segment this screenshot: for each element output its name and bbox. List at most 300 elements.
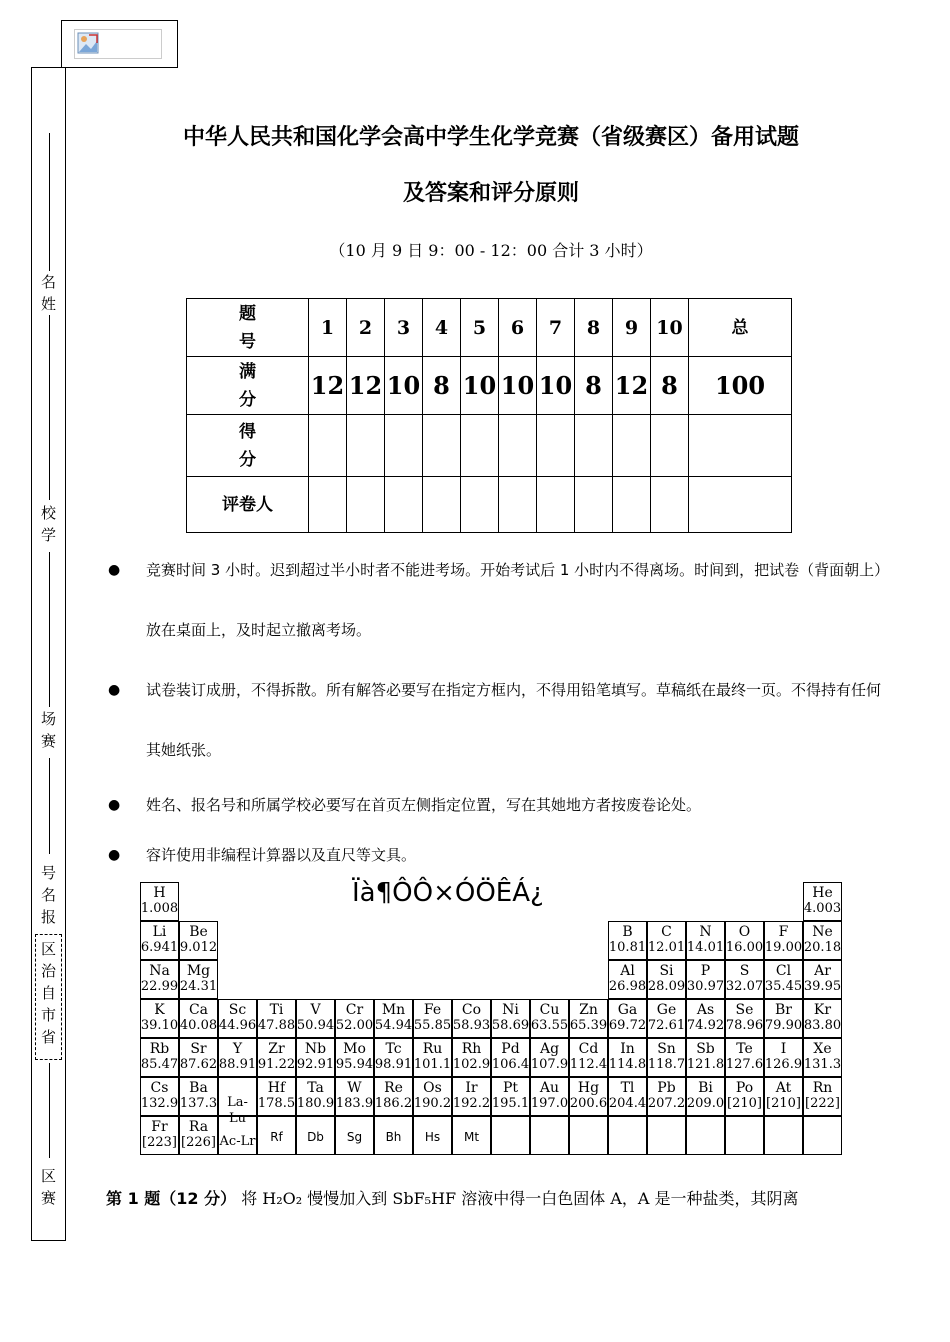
grader-cell[interactable] (385, 477, 423, 533)
element-symbol: H (153, 885, 166, 901)
score-cell[interactable] (499, 415, 537, 477)
atomic-mass: 121.8 (686, 1057, 725, 1072)
element-symbol: Ar (814, 963, 831, 979)
atomic-mass: 39.95 (803, 979, 842, 994)
atomic-mass: 131.3 (803, 1057, 842, 1072)
element-cell-cu (530, 999, 569, 1038)
element-symbol: Rh (461, 1041, 482, 1057)
element-cell-db (296, 1116, 335, 1155)
atomic-mass: 14.01 (686, 940, 725, 955)
element-symbol: At (775, 1080, 792, 1096)
element-symbol: C (661, 924, 672, 940)
element-cell-he (803, 882, 842, 921)
element-cell-ga (608, 999, 647, 1038)
atomic-mass: 22.99 (140, 979, 179, 994)
rule-text: 试卷装订成册，不得拆散。所有解答必要写在指定方框内，不得用铅笔填写。草稿纸在最终一页。不得持有任何其她纸张。 (146, 681, 882, 759)
atomic-mass: 102.9 (452, 1057, 491, 1072)
question-number: 10 (651, 299, 689, 357)
atomic-mass: 200.6 (569, 1096, 608, 1111)
margin-line (49, 758, 50, 854)
full-mark: 12 (613, 357, 651, 415)
element-symbol: Fe (423, 1002, 442, 1018)
element-symbol: B (622, 924, 633, 940)
element-cell-p (686, 960, 725, 999)
element-symbol: Si (659, 963, 674, 979)
element-cell-sb (686, 1038, 725, 1077)
element-cell-empty (803, 1116, 842, 1155)
atomic-mass: 190.2 (413, 1096, 452, 1111)
element-cell-kr (803, 999, 842, 1038)
element-cell-c (647, 921, 686, 960)
atomic-mass: 126.9 (764, 1057, 803, 1072)
atomic-mass: 183.9 (335, 1096, 374, 1111)
row-label-full-marks: 满 分 (187, 357, 309, 415)
element-symbol: Ta (307, 1080, 324, 1096)
element-symbol: S (739, 963, 750, 979)
atomic-mass: 10.81 (608, 940, 647, 955)
atomic-mass: 28.09 (647, 979, 686, 994)
grader-cell[interactable] (689, 477, 792, 533)
element-cell-te (725, 1038, 764, 1077)
element-symbol: Ca (188, 1002, 209, 1018)
element-cell-fr (140, 1116, 179, 1155)
atomic-mass: 178.5 (257, 1096, 296, 1111)
element-symbol: Ra (188, 1119, 209, 1135)
atomic-mass: 106.4 (491, 1057, 530, 1072)
atomic-mass: 137.3 (179, 1096, 218, 1111)
label-venue: 场 赛 (32, 708, 65, 752)
element-symbol: Y (232, 1041, 243, 1057)
element-cell-k (140, 999, 179, 1038)
element-symbol: Ac-Lr (219, 1134, 256, 1149)
element-cell-empty (530, 1116, 569, 1155)
page-title-line2: 及答案和评分原则 (402, 181, 579, 206)
atomic-mass: 40.08 (179, 1018, 218, 1033)
atomic-mass: 78.96 (725, 1018, 764, 1033)
grader-cell[interactable] (423, 477, 461, 533)
element-cell-bi (686, 1077, 725, 1116)
atomic-mass: 9.012 (179, 940, 218, 955)
atomic-mass: 95.94 (335, 1057, 374, 1072)
atomic-mass: 55.85 (413, 1018, 452, 1033)
element-cell-co (452, 999, 491, 1038)
element-cell-sn (647, 1038, 686, 1077)
element-cell-nb (296, 1038, 335, 1077)
element-symbol: As (696, 1002, 715, 1018)
question-number: 9 (613, 299, 651, 357)
element-symbol: Rb (149, 1041, 170, 1057)
atomic-mass: 209.0 (686, 1096, 725, 1111)
element-symbol: Ne (812, 924, 833, 940)
element-cell-f (764, 921, 803, 960)
element-symbol: Co (461, 1002, 482, 1018)
element-symbol: Kr (813, 1002, 832, 1018)
atomic-mass: [210] (727, 1096, 762, 1111)
grader-cell[interactable] (347, 477, 385, 533)
bullet-icon: ● (108, 682, 121, 698)
bullet-icon: ● (108, 797, 121, 813)
atomic-mass: 118.7 (647, 1057, 686, 1072)
element-symbol: Cl (775, 963, 792, 979)
element-symbol: Na (149, 963, 170, 979)
element-symbol: Rn (812, 1080, 833, 1096)
element-cell-au (530, 1077, 569, 1116)
atomic-mass: 195.1 (491, 1096, 530, 1111)
element-cell-h (140, 882, 179, 921)
element-cell-tc (374, 1038, 413, 1077)
element-symbol: F (778, 924, 789, 940)
element-symbol: In (620, 1041, 635, 1057)
full-mark: 8 (575, 357, 613, 415)
element-cell-o (725, 921, 764, 960)
full-mark: 12 (347, 357, 385, 415)
full-mark: 10 (537, 357, 575, 415)
element-symbol: Bi (698, 1080, 713, 1096)
element-cell-zr (257, 1038, 296, 1077)
question-number: 1 (309, 299, 347, 357)
atomic-mass: 44.96 (218, 1018, 257, 1033)
question-number: 2 (347, 299, 385, 357)
element-cell-sc (218, 999, 257, 1038)
atomic-mass: 47.88 (257, 1018, 296, 1033)
bullet-icon: ● (108, 847, 121, 863)
label-region: 区 赛 (32, 1165, 65, 1209)
rule-text: 竞赛时间 3 小时。迟到超过半小时者不能进考场。开始考试后 1 小时内不得离场。时间到，把试卷（背面朝上）放在桌面上，及时起立撤离考场。 (146, 561, 882, 639)
atomic-mass: 180.9 (296, 1096, 335, 1111)
element-cell-cr (335, 999, 374, 1038)
element-symbol: Rf (270, 1130, 283, 1144)
element-symbol: Tc (385, 1041, 402, 1057)
atomic-mass: 58.93 (452, 1018, 491, 1033)
element-cell-se (725, 999, 764, 1038)
element-cell-as (686, 999, 725, 1038)
element-cell-at (764, 1077, 803, 1116)
grader-cell[interactable] (309, 477, 347, 533)
row-label-grader: 评卷人 (187, 477, 309, 533)
element-cell-re (374, 1077, 413, 1116)
element-cell-sr (179, 1038, 218, 1077)
element-cell-empty (764, 1116, 803, 1155)
exam-time: （10 月 9 日 9：00 - 12：00 合计 3 小时） (329, 241, 653, 260)
grader-cell[interactable] (461, 477, 499, 533)
question-number: 7 (537, 299, 575, 357)
question-1 (106, 1186, 886, 1209)
element-symbol: Mt (463, 1130, 480, 1144)
element-symbol: Ir (465, 1080, 478, 1096)
element-cell-cs (140, 1077, 179, 1116)
element-cell-mt (452, 1116, 491, 1155)
element-symbol: Be (189, 924, 208, 940)
element-cell-br (764, 999, 803, 1038)
element-cell-zn (569, 999, 608, 1038)
score-cell[interactable] (575, 415, 613, 477)
element-symbol: Al (620, 963, 635, 979)
element-cell-empty (725, 1116, 764, 1155)
element-symbol: Os (423, 1080, 442, 1096)
element-symbol: Se (735, 1002, 754, 1018)
element-cell-be (179, 921, 218, 960)
grader-cell[interactable] (651, 477, 689, 533)
full-mark: 10 (461, 357, 499, 415)
score-table (186, 298, 792, 533)
label-school: 校 学 (32, 502, 65, 546)
element-symbol: Mn (381, 1002, 406, 1018)
element-symbol: O (738, 924, 751, 940)
atomic-mass: 91.22 (257, 1057, 296, 1072)
element-symbol: Mo (343, 1041, 366, 1057)
element-symbol: Ba (189, 1080, 208, 1096)
bullet-icon: ● (108, 562, 121, 578)
margin-line (49, 552, 50, 707)
full-mark: 8 (651, 357, 689, 415)
full-mark: 12 (309, 357, 347, 415)
rule-text: 容许使用非编程计算器以及直尺等文具。 (146, 846, 417, 864)
score-cell[interactable] (309, 415, 347, 477)
score-cell[interactable] (689, 415, 792, 477)
atomic-mass: 16.00 (725, 940, 764, 955)
page-title-line1: 中华人民共和国化学会高中学生化学竞赛（省级赛区）备用试题 (182, 125, 799, 150)
margin-line (49, 330, 50, 500)
element-cell-v (296, 999, 335, 1038)
element-symbol: Tl (620, 1080, 635, 1096)
element-cell-li (140, 921, 179, 960)
question-1-text: 将 H₂O₂ 慢慢加入到 SbF₅HF 溶液中得一白色固体 A，A 是一种盐类，其阴离 (241, 1189, 799, 1208)
element-cell-ni (491, 999, 530, 1038)
element-cell-os (413, 1077, 452, 1116)
element-symbol: Db (307, 1130, 324, 1144)
score-cell[interactable] (651, 415, 689, 477)
atomic-mass: 127.6 (725, 1057, 764, 1072)
element-cell-empty (569, 1116, 608, 1155)
element-symbol: Re (384, 1080, 403, 1096)
atomic-mass: 85.47 (140, 1057, 179, 1072)
element-symbol: V (310, 1002, 321, 1018)
total-marks: 100 (689, 357, 792, 415)
atomic-mass: 101.1 (413, 1057, 452, 1072)
element-symbol: Au (539, 1080, 560, 1096)
question-number: 3 (385, 299, 423, 357)
element-cell-empty (647, 1116, 686, 1155)
element-symbol: Mg (186, 963, 211, 979)
element-cell-mg (179, 960, 218, 999)
score-cell[interactable] (537, 415, 575, 477)
element-symbol: Zr (268, 1041, 285, 1057)
atomic-mass: 74.92 (686, 1018, 725, 1033)
element-cell-si (647, 960, 686, 999)
atomic-mass: 30.97 (686, 979, 725, 994)
element-cell-pt (491, 1077, 530, 1116)
atomic-mass: 24.31 (179, 979, 218, 994)
atomic-mass: 87.62 (179, 1057, 218, 1072)
logo-frame (61, 20, 178, 68)
element-symbol: K (154, 1002, 165, 1018)
atomic-mass: 35.45 (764, 979, 803, 994)
element-symbol: Cs (150, 1080, 169, 1096)
element-symbol: Hg (577, 1080, 600, 1096)
label-name: 名 姓 (32, 271, 65, 315)
full-mark: 8 (423, 357, 461, 415)
element-cell-rn (803, 1077, 842, 1116)
element-symbol: Zn (579, 1002, 598, 1018)
element-cell-tl (608, 1077, 647, 1116)
atomic-mass: 197.0 (530, 1096, 569, 1111)
row-label-question: 题 号 (187, 299, 309, 357)
element-symbol: P (700, 963, 711, 979)
atomic-mass: 63.55 (530, 1018, 569, 1033)
atomic-mass: 132.9 (140, 1096, 179, 1111)
atomic-mass: 83.80 (803, 1018, 842, 1033)
element-symbol: La-Lu (227, 1095, 248, 1126)
atomic-mass: 65.39 (569, 1018, 608, 1033)
rule-item (106, 830, 886, 880)
atomic-mass: 50.94 (296, 1018, 335, 1033)
atomic-mass: 6.941 (140, 940, 179, 955)
element-symbol: Pb (657, 1080, 676, 1096)
score-cell[interactable] (347, 415, 385, 477)
element-cell-ca (179, 999, 218, 1038)
element-symbol: Sn (657, 1041, 676, 1057)
element-cell-in (608, 1038, 647, 1077)
score-cell[interactable] (385, 415, 423, 477)
atomic-mass: 204.4 (608, 1096, 647, 1111)
atomic-mass: [210] (766, 1096, 801, 1111)
element-cell-w (335, 1077, 374, 1116)
element-cell-ba (179, 1077, 218, 1116)
element-symbol: N (699, 924, 712, 940)
element-cell-cl (764, 960, 803, 999)
atomic-mass: 39.10 (140, 1018, 179, 1033)
element-symbol: Ag (539, 1041, 560, 1057)
element-cell-po (725, 1077, 764, 1116)
atomic-mass: 52.00 (335, 1018, 374, 1033)
element-symbol: Bh (385, 1130, 402, 1144)
element-symbol: Xe (813, 1041, 832, 1057)
element-cell-fe (413, 999, 452, 1038)
element-cell-ar (803, 960, 842, 999)
rule-text: 姓名、报名号和所属学校必要写在首页左侧指定位置，写在其她地方者按废卷论处。 (146, 796, 702, 814)
element-symbol: W (347, 1080, 362, 1096)
label-reg-no: 号 名 报 (32, 862, 65, 928)
rule-item (106, 540, 886, 660)
rules-list (106, 540, 886, 880)
grader-cell[interactable] (499, 477, 537, 533)
atomic-mass: 207.2 (647, 1096, 686, 1111)
element-cell-s (725, 960, 764, 999)
element-cell-ir (452, 1077, 491, 1116)
element-symbol: He (812, 885, 833, 901)
element-cell-hg (569, 1077, 608, 1116)
atomic-mass: 192.2 (452, 1096, 491, 1111)
element-cell-n (686, 921, 725, 960)
element-cell-xe (803, 1038, 842, 1077)
element-cell-rh (452, 1038, 491, 1077)
question-number: 5 (461, 299, 499, 357)
element-symbol: Li (152, 924, 167, 940)
element-cell-cd (569, 1038, 608, 1077)
element-cell-sg (335, 1116, 374, 1155)
element-cell-hs (413, 1116, 452, 1155)
atomic-mass: [222] (805, 1096, 840, 1111)
element-cell-ta (296, 1077, 335, 1116)
label-province: 区 治 自 市 省 (40, 940, 56, 1046)
element-symbol: Br (775, 1002, 792, 1018)
element-cell-empty (608, 1116, 647, 1155)
element-symbol: Hs (424, 1130, 441, 1144)
element-symbol: Ni (502, 1002, 519, 1018)
element-symbol: Cu (539, 1002, 560, 1018)
question-number: 8 (575, 299, 613, 357)
score-cell[interactable] (613, 415, 651, 477)
element-cell-ru (413, 1038, 452, 1077)
score-cell[interactable] (423, 415, 461, 477)
atomic-mass: 107.9 (530, 1057, 569, 1072)
element-cell-pd (491, 1038, 530, 1077)
element-symbol: Sb (696, 1041, 715, 1057)
atomic-mass: [226] (181, 1135, 216, 1150)
element-symbol: Fr (151, 1119, 168, 1135)
element-cell-ge (647, 999, 686, 1038)
element-symbol: Hf (267, 1080, 286, 1096)
atomic-mass: 69.72 (608, 1018, 647, 1033)
element-cell-ac-lr (218, 1116, 257, 1155)
atomic-mass: 26.98 (608, 979, 647, 994)
rule-item (106, 660, 886, 780)
element-cell-ag (530, 1038, 569, 1077)
atomic-mass: 54.94 (374, 1018, 413, 1033)
element-cell-bh (374, 1116, 413, 1155)
element-cell-rf (257, 1116, 296, 1155)
grader-cell[interactable] (575, 477, 613, 533)
atomic-mass: 79.90 (764, 1018, 803, 1033)
element-cell-hf (257, 1077, 296, 1116)
element-cell-empty (491, 1116, 530, 1155)
element-cell-b (608, 921, 647, 960)
atomic-mass: 112.4 (569, 1057, 608, 1072)
element-cell-rb (140, 1038, 179, 1077)
atomic-mass: 72.61 (647, 1018, 686, 1033)
atomic-mass: 186.2 (374, 1096, 413, 1111)
element-symbol: Pd (501, 1041, 520, 1057)
margin-line (49, 1063, 50, 1158)
element-cell-i (764, 1038, 803, 1077)
element-symbol: Ge (656, 1002, 677, 1018)
element-cell-mo (335, 1038, 374, 1077)
element-cell-na (140, 960, 179, 999)
element-symbol: Sc (228, 1002, 247, 1018)
question-number: 6 (499, 299, 537, 357)
element-symbol: Te (736, 1041, 753, 1057)
element-symbol: Pt (502, 1080, 519, 1096)
element-symbol: Cr (345, 1002, 364, 1018)
element-symbol: Ti (269, 1002, 284, 1018)
element-symbol: Sg (346, 1130, 363, 1144)
score-cell[interactable] (461, 415, 499, 477)
question-1-label: 第 1 题（12 分） (106, 1189, 237, 1208)
element-symbol: Cd (578, 1041, 599, 1057)
element-symbol: Ga (617, 1002, 638, 1018)
element-cell-empty (686, 1116, 725, 1155)
grader-cell[interactable] (537, 477, 575, 533)
atomic-mass: [223] (142, 1135, 177, 1150)
binding-margin (31, 67, 66, 1241)
atomic-mass: 19.00 (764, 940, 803, 955)
element-symbol: Po (735, 1080, 754, 1096)
question-number: 4 (423, 299, 461, 357)
periodic-table-title: Ïà¶ÔÔ×ÓÖÊÁ¿ (352, 878, 544, 908)
full-mark: 10 (499, 357, 537, 415)
row-label-score: 得 分 (187, 415, 309, 477)
grader-cell[interactable] (613, 477, 651, 533)
